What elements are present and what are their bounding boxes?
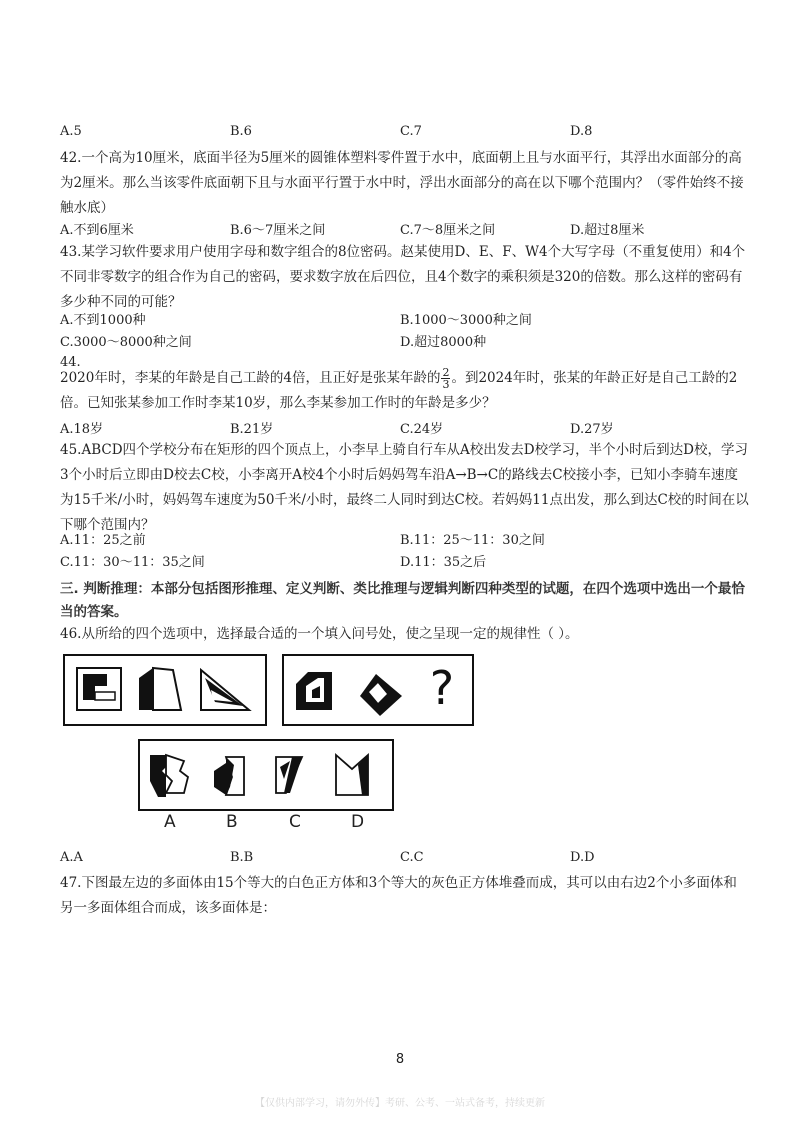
q44-text-after: 。到2024年时，张某的年龄正好是自己工龄的2倍。已知张某参加工作时李某10岁，那么李某参加工作时的年龄是多少？ <box>60 370 738 411</box>
q44-option-d: D.27岁 <box>570 422 614 437</box>
q45-option-a: A.11：25之前 <box>60 533 146 548</box>
q46-option-figure-d <box>336 755 368 795</box>
q44-stem <box>60 366 750 416</box>
q44-text-before: 2020年时，李某的年龄是自己工龄的4倍，且正好是张某年龄的 <box>60 370 441 386</box>
q46-option-a: A.A <box>60 850 83 865</box>
q47-stem: 47.下图最左边的多面体由15个等大的白色正方体和3个等大的灰色正方体堆叠而成，其可以由右边2个小多面体和另一多面体组合而成，该多面体是： <box>60 875 737 916</box>
q45-option-d: D.11：35之后 <box>400 555 487 570</box>
q46-option-figure-c <box>276 757 302 793</box>
q46-option-figure-a <box>150 755 188 797</box>
q43-option-c: C.3000～8000种之间 <box>60 335 192 350</box>
q42-stem: 42.一个高为10厘米，底面半径为5厘米的圆锥体塑料零件置于水中，底面朝上且与水面平行，其浮出水面部分的高为2厘米。那么当该零件底面朝下且与水面平行置于水中时，浮出水面部分的高在以下哪个范围内？（零件始终不接触水底） <box>60 150 744 216</box>
q46-sequence-box <box>282 654 474 726</box>
q41-option-d: D.8 <box>570 124 593 139</box>
q45-option-c: C.11：30～11：35之间 <box>60 555 205 570</box>
q41-option-b: B.6 <box>230 124 252 139</box>
q46-figure-letter-d: D <box>351 812 365 832</box>
q43-option-d: D.超过8000种 <box>400 335 487 350</box>
q46-question-mark: ? <box>429 661 455 715</box>
q41-option-a: A.5 <box>60 124 82 139</box>
q46-option-figure-b <box>214 757 244 795</box>
q46-stem: 46.从所给的四个选项中，选择最合适的一个填入问号处，使之呈现一定的规律性（ ）。 <box>60 626 579 642</box>
q44-fraction <box>441 367 450 390</box>
q44-number: 44. <box>60 355 81 370</box>
q42-option-d: D.超过8厘米 <box>570 223 645 238</box>
q44-fraction-denominator: 3 <box>442 378 450 391</box>
q45-options <box>60 530 750 576</box>
q46-given-figures-box <box>63 654 267 726</box>
q46-option-c: C.C <box>400 850 424 865</box>
q46-figure-letter-b: B <box>226 812 238 832</box>
q46-given-figure-2 <box>139 668 181 710</box>
q42-option-b: B.6～7厘米之间 <box>230 223 326 238</box>
q44-option-a: A.18岁 <box>60 422 104 437</box>
q42-option-c: C.7～8厘米之间 <box>400 223 496 238</box>
q43-option-a: A.不到1000种 <box>60 313 146 328</box>
q46-given-figure-3 <box>201 670 249 710</box>
q46-option-figures-box <box>138 739 394 811</box>
q43-option-b: B.1000～3000种之间 <box>400 313 532 328</box>
page-number: 8 <box>395 1052 405 1067</box>
q46-given-figure-4 <box>296 672 332 710</box>
q46-figure-letter-a: A <box>164 812 176 832</box>
q45-stem: 45.ABCD四个学校分布在矩形的四个顶点上，小李早上骑自行车从A校出发去D校学习，半个小时后到达D校，学习3个小时后立即由D校去C校，小李离开A校4个小时后妈妈驾车沿A→B→C的路线去C校接小李，已知小李骑车速度为15千米/小时，妈妈驾车速度为50千米/小时，最终二人同时到达C校。若妈妈11点出发，那么到达C校的时间在以下哪个范围内？ <box>60 442 749 533</box>
q44-fraction-numerator: 2 <box>442 366 450 379</box>
footer-watermark: 【仅供内部学习，请勿外传】考研、公考、一站式备考，持续更新 <box>255 1098 545 1109</box>
q46-figure-letters <box>138 812 390 834</box>
q46-option-b: B.B <box>230 850 254 865</box>
q46-option-d: D.D <box>570 850 595 865</box>
q42-option-a: A.不到6厘米 <box>60 223 134 238</box>
q46-given-figure-1 <box>77 668 121 710</box>
q46-given-figure-5 <box>360 674 402 716</box>
q43-options <box>60 310 750 356</box>
q46-figure-letter-c: C <box>289 812 301 832</box>
q46-given-figures <box>65 656 265 724</box>
q46-option-figures <box>140 741 392 809</box>
q43-stem: 43.某学习软件要求用户使用字母和数字组合的8位密码。赵某使用D、E、F、W4个大写字母（不重复使用）和4个不同非零数字的组合作为自己的密码，要求数字放在后四位，且4个数字的乘积须是320的倍数。那么这样的密码有多少种不同的可能？ <box>60 244 746 310</box>
q41-option-c: C.7 <box>400 124 422 139</box>
q44-option-b: B.21岁 <box>230 422 274 437</box>
q44-option-c: C.24岁 <box>400 422 444 437</box>
q45-option-b: B.11：25～11：30之间 <box>400 533 545 548</box>
section-3-heading: 三. 判断推理：本部分包括图形推理、定义判断、类比推理与逻辑判断四种类型的试题，在四个选项中选出一个最恰当的答案。 <box>60 581 745 620</box>
